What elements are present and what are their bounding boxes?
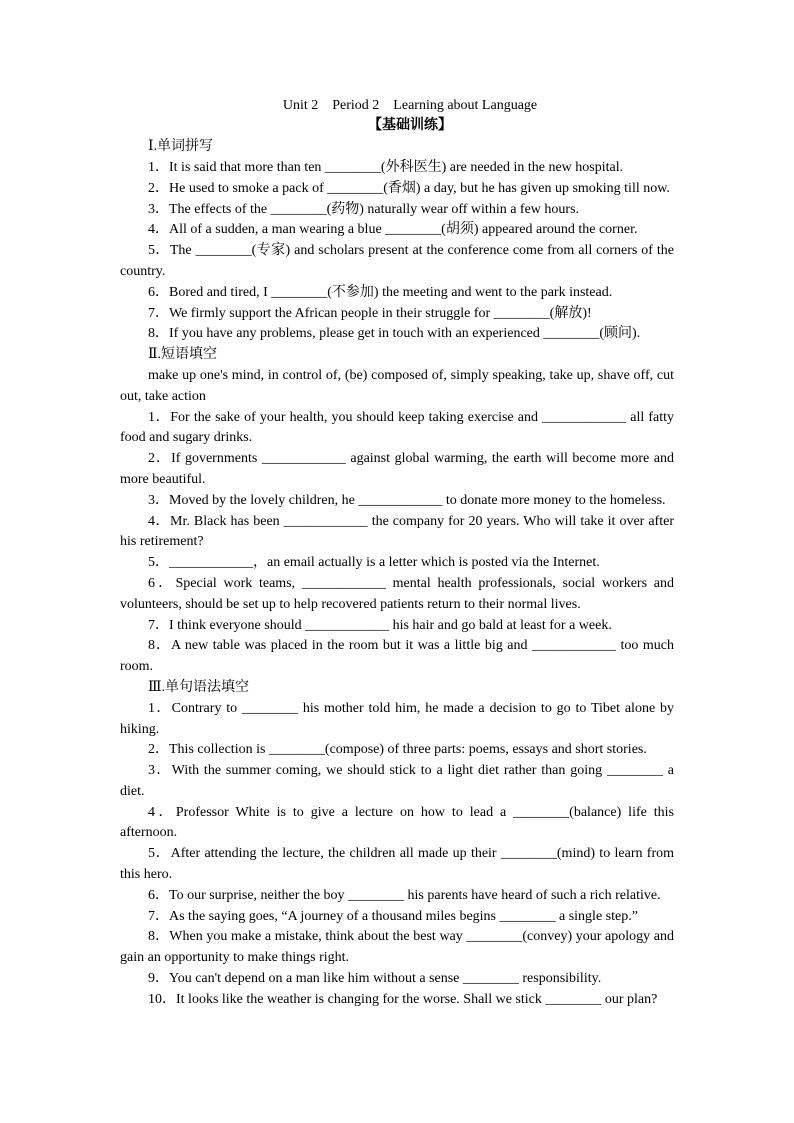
item-number: 5． <box>148 846 171 862</box>
item-number: 8． <box>148 929 170 945</box>
page-title: Unit 2 Period 2 Learning about Language <box>282 97 538 113</box>
item-text: The effects of the ________(药物) naturally wear off within a few hours. <box>169 201 580 217</box>
item-text: After attending the lecture, the children all made up their ________(mind) to learn from this hero. <box>120 846 674 883</box>
item-number: 10． <box>148 991 176 1007</box>
item-text: If governments ____________ against global warming, the earth will become more and more beautiful. <box>120 451 674 487</box>
section-2-item-2 <box>120 449 674 491</box>
section-2-item-4 <box>120 512 674 554</box>
section-3-item-6 <box>120 886 674 907</box>
section-1-item-5 <box>120 241 674 283</box>
section-3-item-10 <box>120 990 674 1011</box>
item-number: 8． <box>148 638 172 654</box>
item-number: 9． <box>148 971 169 987</box>
section-3-heading: Ⅲ.单句语法填空 <box>148 679 250 695</box>
item-number: 6． <box>148 887 169 903</box>
item-text: Moved by the lovely children, he ____________ to donate more money to the homeless. <box>169 492 666 508</box>
item-text: All of a sudden, a man wearing a blue ________(胡须) appeared around the corner. <box>169 222 638 238</box>
section-3-item-9 <box>120 969 674 990</box>
section-2-heading: Ⅱ.短语填空 <box>148 347 218 363</box>
item-number: 4． <box>148 804 176 820</box>
item-number: 3． <box>148 492 169 508</box>
item-number: 3． <box>148 763 172 779</box>
section-2-word-bank: make up one's mind, in control of, (be) composed of, simply speaking, take up, shave off, cut out, take action <box>120 367 674 404</box>
item-text: The ________(专家) and scholars present at the conference come from all corners of the country. <box>120 243 675 279</box>
item-text: It is said that more than ten ________(外科医生) are needed in the new hospital. <box>169 159 624 175</box>
item-number: 7． <box>148 617 169 633</box>
section-2-item-6 <box>120 574 674 616</box>
item-text: With the summer coming, we should stick to a light diet rather than going ________ a diet. <box>120 763 674 799</box>
item-number: 7． <box>148 305 169 321</box>
item-text: If you have any problems, please get in touch with an experienced ________(顾问). <box>169 326 641 342</box>
item-text: When you make a mistake, think about the best way ________(convey) your apology and gain an opportunity to make things right. <box>120 929 675 966</box>
section-3-item-8 <box>120 927 674 969</box>
section-2-item-7 <box>120 616 674 637</box>
section-1-item-3 <box>120 200 674 221</box>
item-text: To our surprise, neither the boy ________ his parents have heard of such a rich relative. <box>169 887 661 903</box>
section-1-item-7 <box>120 304 674 325</box>
item-text: A new table was placed in the room but it was a little big and ____________ too much room. <box>120 638 675 675</box>
item-number: 7． <box>148 908 169 924</box>
section-2-item-5 <box>120 553 674 574</box>
item-text: Contrary to ________ his mother told him, he made a decision to go to Tibet alone by hiking. <box>120 700 674 737</box>
item-number: 6． <box>148 575 176 591</box>
item-text: ____________，an email actually is a letter which is posted via the Internet. <box>169 555 600 571</box>
item-number: 1． <box>148 700 172 716</box>
section-1-item-6 <box>120 283 674 304</box>
worksheet-page <box>120 96 674 1011</box>
section-1-item-8 <box>120 324 674 345</box>
item-text: As the saying goes, “A journey of a thousand miles begins ________ a single step.” <box>169 908 638 924</box>
section-1-item-4 <box>120 220 674 241</box>
section-1-item-1 <box>120 158 674 179</box>
item-number: 5． <box>148 555 169 571</box>
item-text: Bored and tired, I ________(不参加) the meeting and went to the park instead. <box>169 284 613 300</box>
item-text: He used to smoke a pack of ________(香烟) a day, but he has given up smoking till now. <box>169 180 670 196</box>
item-number: 8． <box>148 326 169 342</box>
section-3-item-2 <box>120 740 674 761</box>
section-2-item-3 <box>120 491 674 512</box>
item-number: 3． <box>148 201 169 217</box>
section-3-item-5 <box>120 844 674 886</box>
item-number: 4． <box>148 222 169 238</box>
item-number: 1． <box>148 409 171 425</box>
item-number: 4． <box>148 513 171 529</box>
item-text: It looks like the weather is changing for the worse. Shall we stick ________ our plan? <box>176 991 658 1007</box>
item-text: Special work teams, ____________ mental health professionals, social workers and volunteers, should be set up to help recovered patients return to their normal lives. <box>120 575 675 612</box>
item-number: 1． <box>148 159 169 175</box>
item-number: 2． <box>148 451 172 467</box>
item-number: 6． <box>148 284 169 300</box>
section-1-heading: Ⅰ.单词拼写 <box>148 139 214 155</box>
item-text: I think everyone should ____________ his hair and go bald at least for a week. <box>169 617 612 633</box>
item-text: Professor White is to give a lecture on how to lead a ________(balance) life this afternoon. <box>120 804 675 841</box>
item-text: We firmly support the African people in their struggle for ________(解放)! <box>169 305 592 321</box>
item-number: 2． <box>148 180 169 196</box>
section-3-item-1 <box>120 699 674 741</box>
item-text: For the sake of your health, you should keep taking exercise and ____________ all fatty food and sugary drinks. <box>120 409 675 446</box>
item-text: This collection is ________(compose) of three parts: poems, essays and short stories. <box>169 742 647 758</box>
section-3-item-4 <box>120 803 674 845</box>
section-1-item-2 <box>120 179 674 200</box>
section-2-item-1 <box>120 408 674 450</box>
section-3-item-7 <box>120 907 674 928</box>
section-3-item-3 <box>120 761 674 803</box>
section-label-basic-training: 【基础训练】 <box>368 118 452 134</box>
section-2-item-8 <box>120 636 674 678</box>
item-number: 5． <box>148 243 170 259</box>
item-number: 2． <box>148 742 169 758</box>
item-text: Mr. Black has been ____________ the company for 20 years. Who will take it over after his retirement? <box>120 513 674 550</box>
item-text: You can't depend on a man like him without a sense ________ responsibility. <box>169 971 602 987</box>
